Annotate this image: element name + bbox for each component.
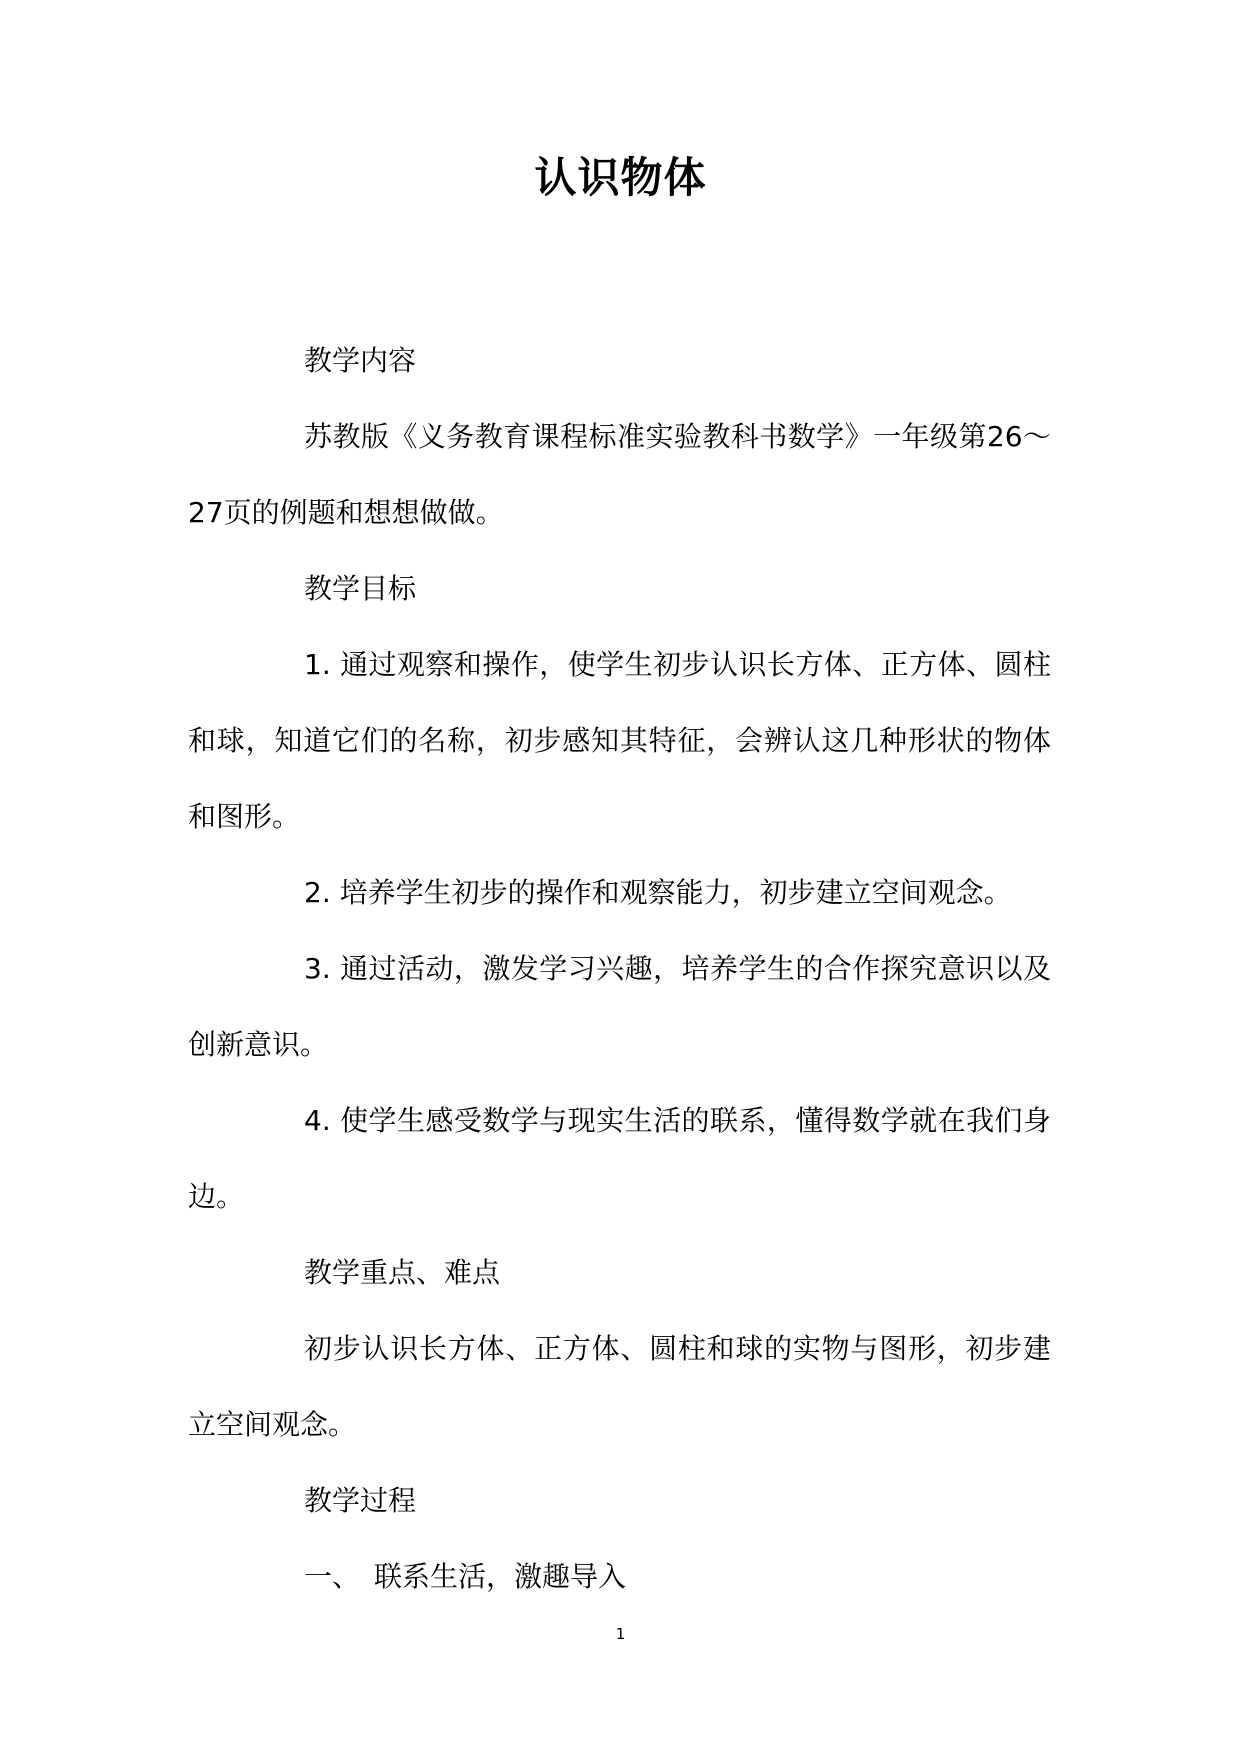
paragraph-key-points: 初步认识长方体、正方体、圆柱和球的实物与图形，初步建立空间观念。 [188, 1332, 1051, 1441]
goal-item-3: 3. 通过活动，激发学习兴趣，培养学生的合作探究意识以及创新意识。 [188, 952, 1051, 1061]
section-heading-process: 教学过程 [304, 1484, 417, 1517]
process-step-1: 一、 联系生活，激趣导入 [304, 1560, 627, 1593]
goal-item-2: 2. 培养学生初步的操作和观察能力，初步建立空间观念。 [304, 876, 1012, 909]
section-heading-content: 教学内容 [304, 344, 417, 377]
goal-item-1: 1. 通过观察和操作，使学生初步认识长方体、正方体、圆柱和球，知道它们的名称，初步感知其特征，会辨认这几种形状的物体和图形。 [188, 648, 1051, 833]
section-heading-goals: 教学目标 [304, 572, 417, 605]
goal-item-4: 4. 使学生感受数学与现实生活的联系，懂得数学就在我们身边。 [188, 1104, 1051, 1213]
document-body [188, 323, 1051, 1615]
document-title: 认识物体 [534, 153, 707, 202]
section-heading-key-points: 教学重点、难点 [304, 1256, 501, 1289]
page-number: 1 [615, 1625, 626, 1643]
paragraph-content: 苏教版《义务教育课程标准实验教科书数学》一年级第26～27页的例题和想想做做。 [188, 420, 1051, 529]
